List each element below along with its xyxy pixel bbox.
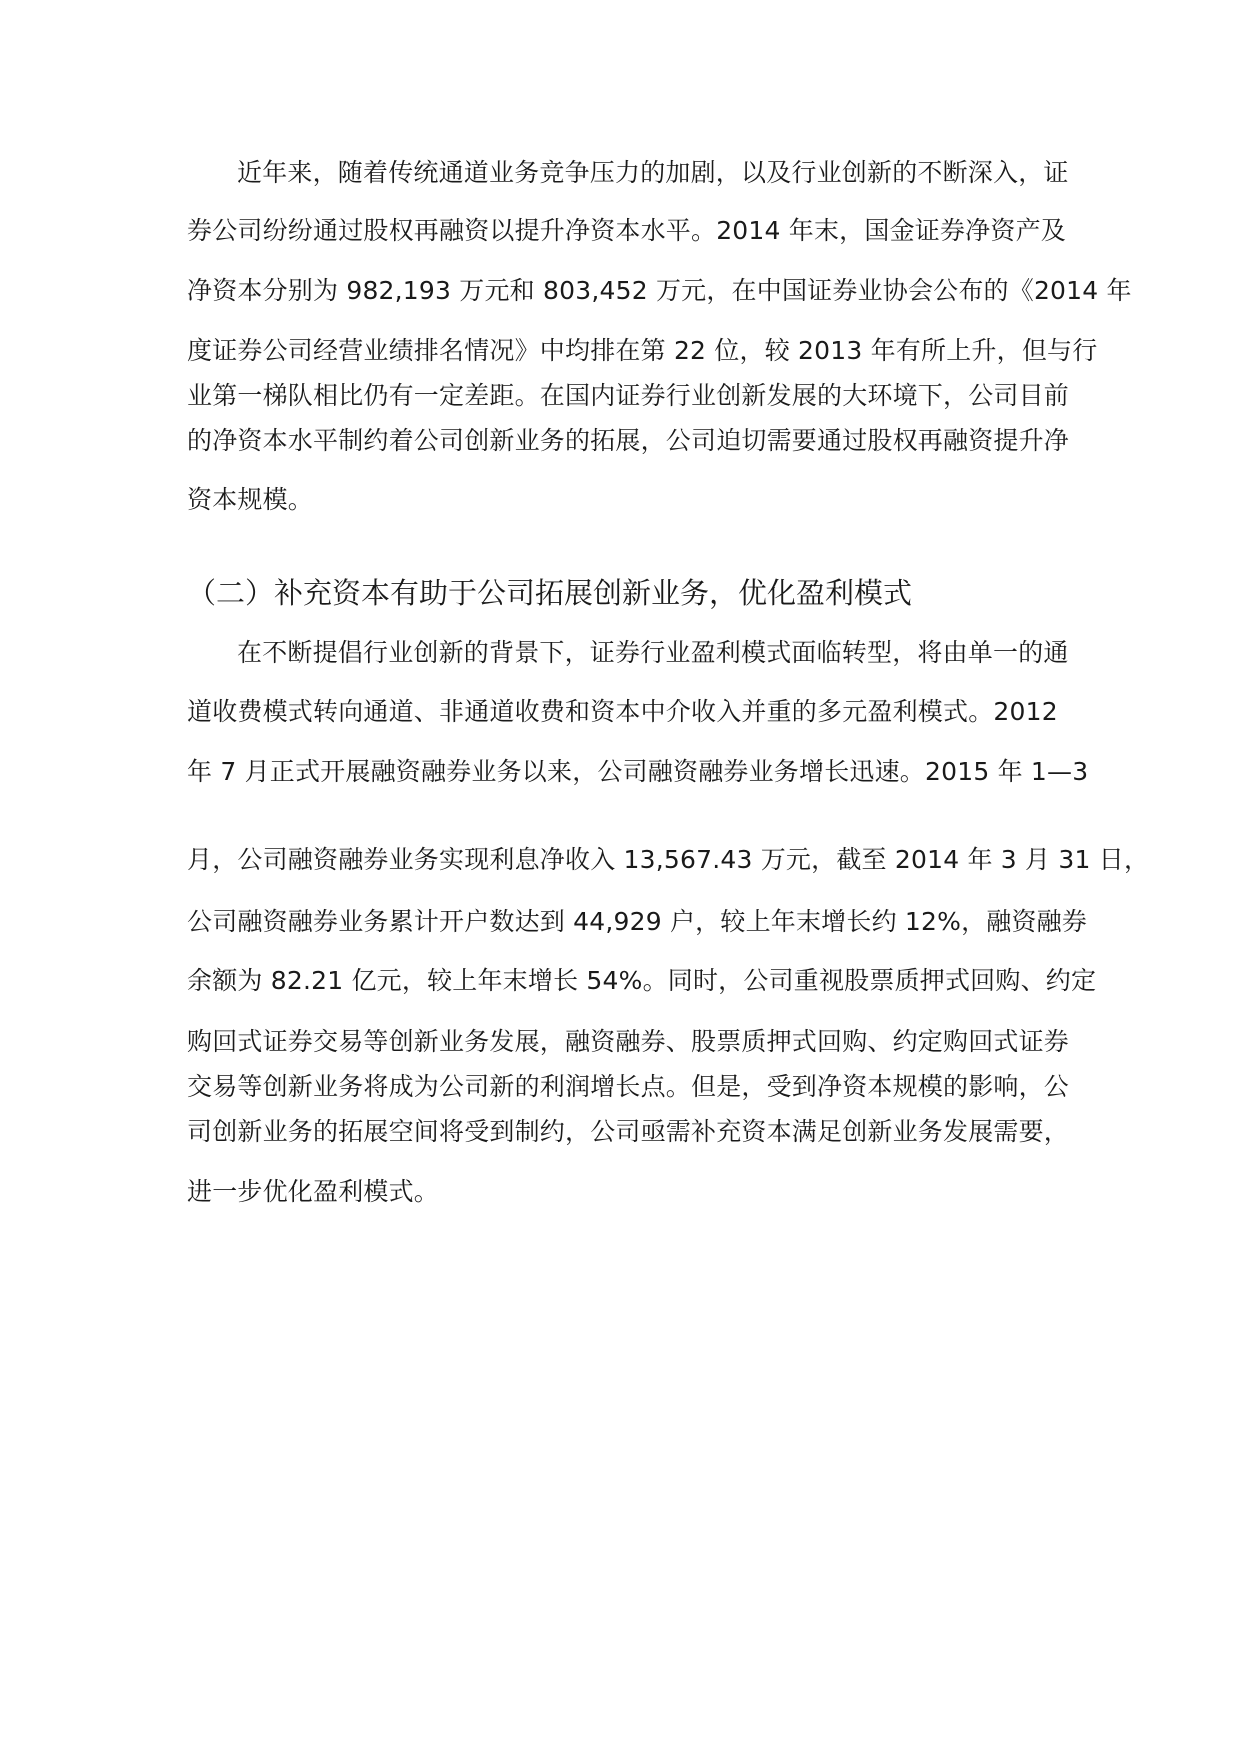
paragraph2-line-8: 交易等创新业务将成为公司新的利润增长点。但是，受到净资本规模的影响，公 xyxy=(187,1072,1070,1101)
paragraph2-line-3: 年 7 月正式开展融资融券业务以来，公司融资融券业务增长迅速。2015 年 1—3 xyxy=(187,757,1089,786)
paragraph2-line-4: 月，公司融资融券业务实现利息净收入 13,567.43 万元，截至 2014 年 3 月 31 日， xyxy=(187,845,1150,874)
paragraph2-line-9: 司创新业务的拓展空间将受到制约，公司亟需补充资本满足创新业务发展需要， xyxy=(187,1117,1070,1146)
paragraph1-line-3: 净资本分别为 982,193 万元和 803,452 万元，在中国证券业协会公布的《2014 年 xyxy=(187,276,1132,305)
paragraph2-line-1: 在不断提倡行业创新的背景下，证券行业盈利模式面临转型，将由单一的通 xyxy=(237,638,1069,667)
paragraph2-line-7: 购回式证券交易等创新业务发展，融资融券、股票质押式回购、约定购回式证券 xyxy=(187,1027,1070,1056)
paragraph1-line-5: 业第一梯队相比仍有一定差距。在国内证券行业创新发展的大环境下，公司目前 xyxy=(187,381,1070,410)
paragraph1-line-6: 的净资本水平制约着公司创新业务的拓展，公司迫切需要通过股权再融资提升净 xyxy=(187,426,1070,455)
section-heading: （二）补充资本有助于公司拓展创新业务，优化盈利模式 xyxy=(187,576,913,610)
paragraph1-line-2: 券公司纷纷通过股权再融资以提升净资本水平。2014 年末，国金证券净资产及 xyxy=(187,216,1066,245)
paragraph2-line-2: 道收费模式转向通道、非通道收费和资本中介收入并重的多元盈利模式。2012 xyxy=(187,697,1058,726)
paragraph2-line-6: 余额为 82.21 亿元，较上年末增长 54%。同时，公司重视股票质押式回购、约定 xyxy=(187,966,1097,995)
paragraph1-line-4: 度证券公司经营业绩排名情况》中均排在第 22 位，较 2013 年有所上升，但与行 xyxy=(187,336,1098,365)
paragraph1-line-7: 资本规模。 xyxy=(187,485,314,514)
paragraph2-line-10: 进一步优化盈利模式。 xyxy=(187,1177,440,1206)
paragraph1-line-1: 近年来，随着传统通道业务竞争压力的加剧，以及行业创新的不断深入，证 xyxy=(237,158,1069,187)
paragraph2-line-5: 公司融资融券业务累计开户数达到 44,929 户，较上年末增长约 12%，融资融券 xyxy=(187,907,1088,936)
